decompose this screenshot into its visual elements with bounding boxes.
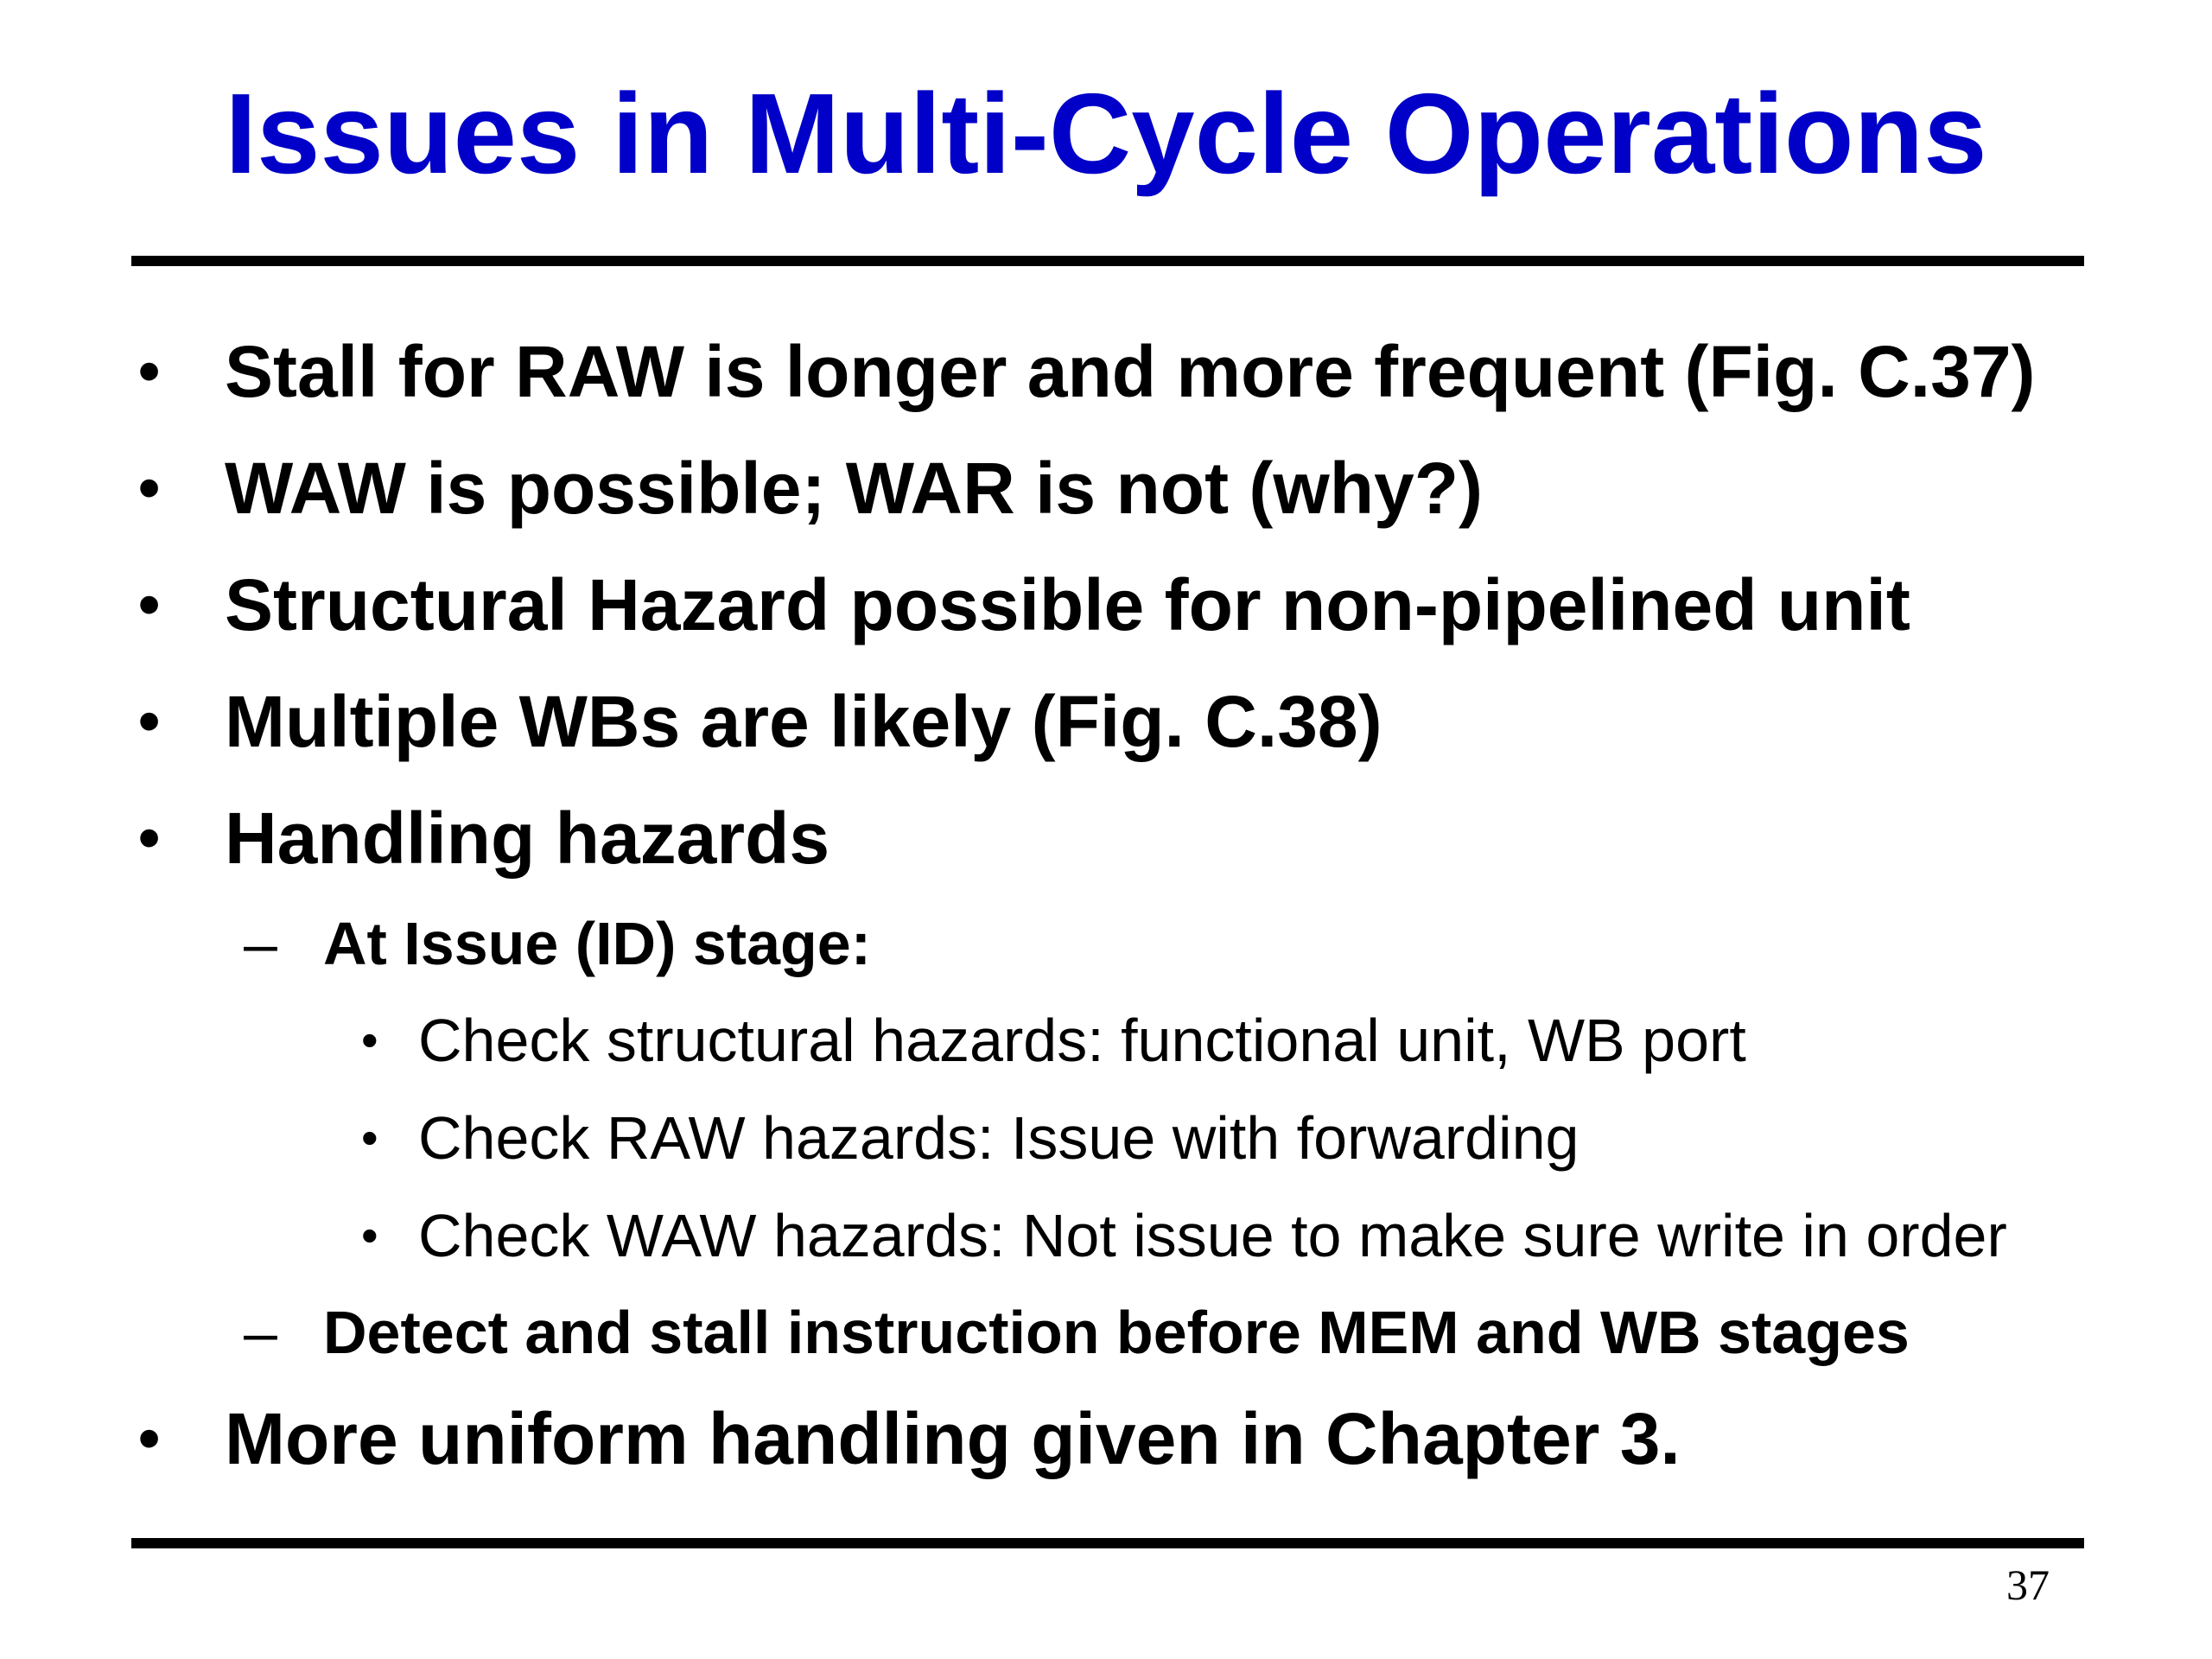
bottom-divider	[131, 1538, 2084, 1548]
bullet-marker: •	[361, 1013, 378, 1067]
bullet-text: Stall for RAW is longer and more frequent (Fig. C.37)	[225, 331, 2036, 412]
bullet-marker: •	[361, 1110, 378, 1165]
bullet-text: WAW is possible; WAR is not (why?)	[225, 448, 1484, 529]
bullet-marker: •	[138, 687, 161, 756]
bullet-marker: •	[138, 570, 161, 639]
bullet-marker: •	[138, 337, 161, 406]
subsubbullet-text: Check structural hazards: functional unit, WB port	[418, 1007, 1746, 1074]
subsubbullet-text: Check WAW hazards: Not issue to make sure write in order	[418, 1202, 2007, 1269]
dash-marker: –	[244, 1299, 277, 1366]
bullet-marker: •	[138, 804, 161, 873]
bullet-marker: •	[138, 454, 161, 523]
subbullet-text: Detect and stall instruction before MEM and WB stages	[323, 1299, 1910, 1366]
subbullet-text: At Issue (ID) stage:	[323, 910, 871, 977]
bullet-marker: •	[138, 1404, 161, 1473]
page-number: 37	[2006, 1560, 2050, 1609]
dash-marker: –	[244, 910, 277, 977]
subsubbullet-text: Check RAW hazards: Issue with forwarding	[418, 1104, 1580, 1172]
slide-title: Issues in Multi-Cycle Operations	[225, 70, 1987, 197]
bullet-marker: •	[361, 1208, 378, 1262]
bullet-text: Handling hazards	[225, 798, 830, 879]
bullet-text: Structural Hazard possible for non-pipelined unit	[225, 564, 1910, 645]
bullet-text: More uniform handling given in Chapter 3.	[225, 1398, 1681, 1479]
bullet-text: Multiple WBs are likely (Fig. C.38)	[225, 681, 1382, 762]
